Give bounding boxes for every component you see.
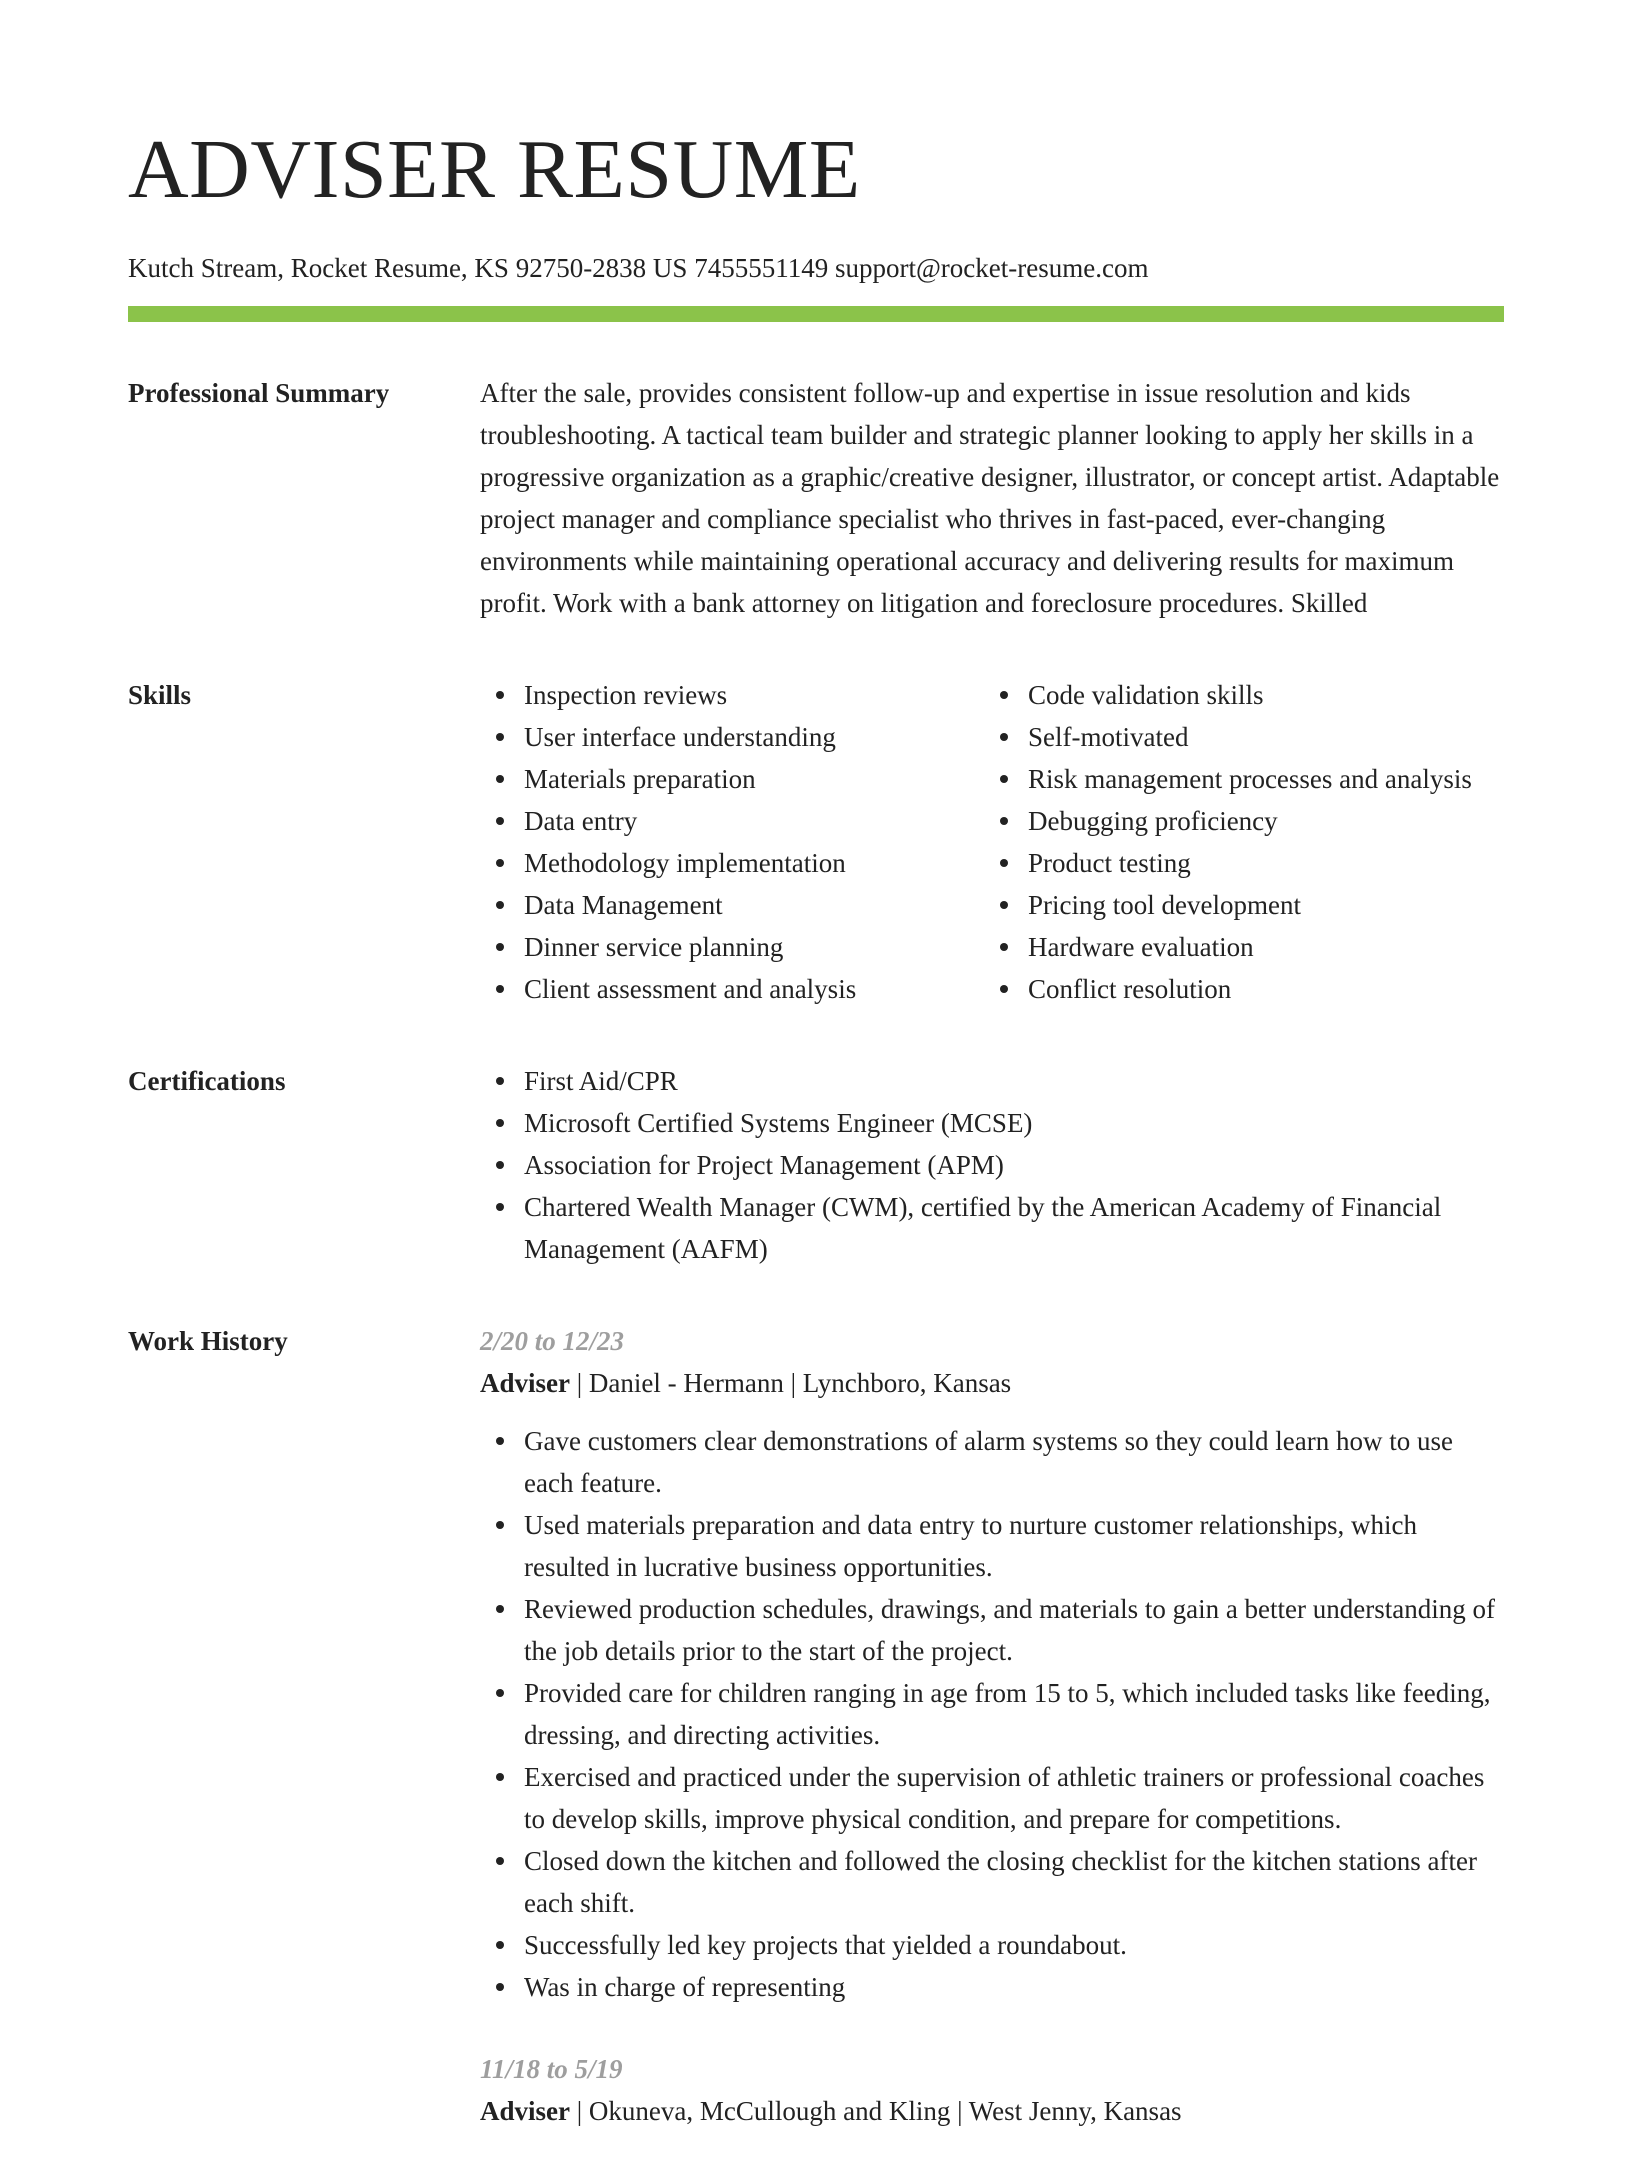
- section-label-certifications: Certifications: [128, 1066, 286, 1096]
- job-details: | Daniel - Hermann | Lynchboro, Kansas: [570, 1368, 1012, 1398]
- job-bullets: [480, 1420, 1504, 2008]
- certifications-section: [128, 1060, 1504, 1270]
- certification-item: First Aid/CPR: [524, 1060, 1504, 1102]
- job-entry: [480, 1320, 1504, 2008]
- job-bullet: Used materials preparation and data entry to nurture customer relationships, which resulted in lucrative business opportunities.: [524, 1504, 1504, 1588]
- certification-item: Chartered Wealth Manager (CWM), certified by the American Academy of Financial Management (AAFM): [524, 1186, 1504, 1270]
- skills-list-left: [480, 674, 984, 1010]
- skills-list-right: [984, 674, 1504, 1010]
- section-label-summary: Professional Summary: [128, 378, 390, 408]
- skill-item: Risk management processes and analysis: [1028, 758, 1504, 800]
- job-title: Adviser: [480, 1368, 570, 1398]
- job-dates: 2/20 to 12/23: [480, 1326, 625, 1356]
- contact-line: Kutch Stream, Rocket Resume, KS 92750-2838 US 7455551149 support@rocket-resume.com: [128, 253, 1149, 283]
- job-dates: 11/18 to 5/19: [480, 2054, 623, 2084]
- job-title-line: [480, 2090, 1504, 2132]
- skills-column-right: [984, 674, 1504, 1010]
- skill-item: User interface understanding: [524, 716, 984, 758]
- skill-item: Pricing tool development: [1028, 884, 1504, 926]
- skills-section: [128, 674, 1504, 1010]
- skill-item: Client assessment and analysis: [524, 968, 984, 1010]
- certification-item: Microsoft Certified Systems Engineer (MCSE): [524, 1102, 1504, 1144]
- summary-body: [480, 372, 1504, 624]
- skill-item: Materials preparation: [524, 758, 984, 800]
- skill-item: Dinner service planning: [524, 926, 984, 968]
- summary-section: [128, 372, 1504, 624]
- job-bullet: Exercised and practiced under the supervision of athletic trainers or professional coaches to develop skills, improve physical condition, and prepare for competitions.: [524, 1756, 1504, 1840]
- job-bullet: Closed down the kitchen and followed the closing checklist for the kitchen stations after each shift.: [524, 1840, 1504, 1924]
- job-bullet: Successfully led key projects that yielded a roundabout.: [524, 1924, 1504, 1966]
- job-bullet: Reviewed production schedules, drawings, and materials to gain a better understanding of the job details prior to the start of the project.: [524, 1588, 1504, 1672]
- certifications-body: [480, 1060, 1504, 1270]
- section-label-work-history: Work History: [128, 1326, 288, 1356]
- skill-item: Hardware evaluation: [1028, 926, 1504, 968]
- certifications-list: [480, 1060, 1504, 1270]
- work-history-section: [128, 1320, 1504, 2172]
- skill-item: Data entry: [524, 800, 984, 842]
- skills-body: [480, 674, 1504, 1010]
- skill-item: Inspection reviews: [524, 674, 984, 716]
- resume-page: [128, 120, 1504, 2172]
- summary-text: After the sale, provides consistent follow-up and expertise in issue resolution and kids troubleshooting. A tactical team builder and strategic planner looking to apply her skills in a progressive organization as a graphic/creative designer, illustrator, or concept artist. Adaptable project manager and compliance specialist who thrives in fast-paced, ever-changing environments while maintaining operational accuracy and delivering results for maximum profit. Work with a bank attorney on litigation and foreclosure procedures. Skilled: [480, 378, 1500, 618]
- skills-column-left: [480, 674, 984, 1010]
- job-bullet: Gave customers clear demonstrations of alarm systems so they could learn how to use each feature.: [524, 1420, 1504, 1504]
- resume-title: ADVISER RESUME: [128, 123, 861, 216]
- skill-item: Product testing: [1028, 842, 1504, 884]
- job-details: | Okuneva, McCullough and Kling | West Jenny, Kansas: [570, 2096, 1182, 2126]
- skill-item: Self-motivated: [1028, 716, 1504, 758]
- certification-item: Association for Project Management (APM): [524, 1144, 1504, 1186]
- job-title-line: [480, 1362, 1504, 1404]
- header-divider: [128, 306, 1504, 322]
- work-history-body: [480, 1320, 1504, 2172]
- job-title: Adviser: [480, 2096, 570, 2126]
- job-bullet: Provided care for children ranging in age from 15 to 5, which included tasks like feeding, dressing, and directing activities.: [524, 1672, 1504, 1756]
- job-entry: [480, 2048, 1504, 2132]
- skill-item: Conflict resolution: [1028, 968, 1504, 1010]
- skill-item: Debugging proficiency: [1028, 800, 1504, 842]
- skill-item: Data Management: [524, 884, 984, 926]
- skill-item: Code validation skills: [1028, 674, 1504, 716]
- skill-item: Methodology implementation: [524, 842, 984, 884]
- job-bullet: Was in charge of representing: [524, 1966, 1504, 2008]
- section-label-skills: Skills: [128, 680, 192, 710]
